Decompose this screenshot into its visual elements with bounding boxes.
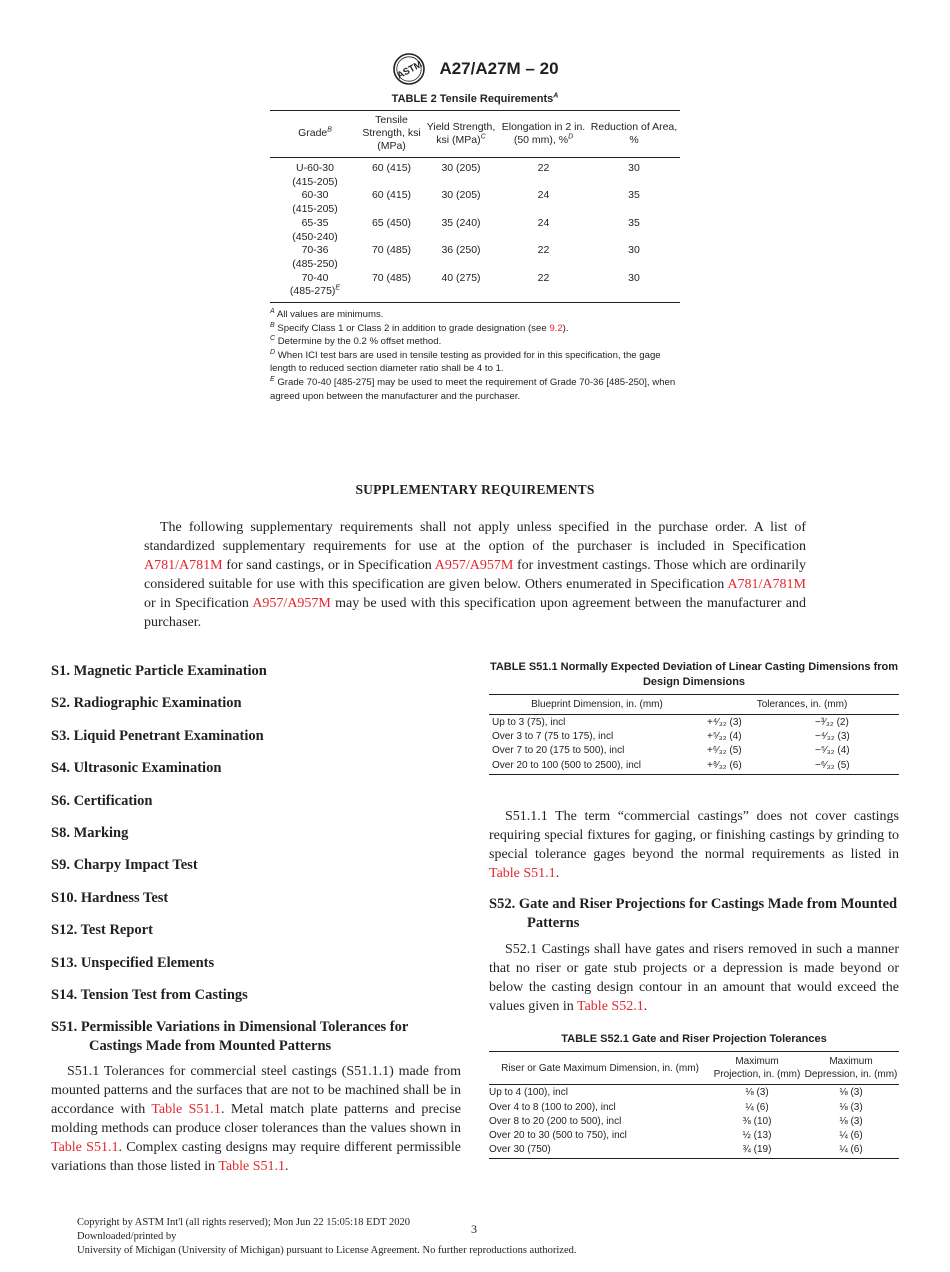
table-row: Over 20 to 30 (500 to 750), incl ½ (13) ¼ (6) [489,1129,863,1141]
table-s52-1-caption: TABLE S52.1 Gate and Riser Projection Tolerances [561,1032,827,1045]
footnote-d: $^D$ When ICI test bars are used in tensile testing as provided for in this specification, the gage length to reduced section diameter ratio shall be 4 to 1. [270,348,661,375]
table-s51-1 [489,694,899,775]
table-s51-1-header-dimension: Blueprint Dimension, in. (mm) [489,695,705,715]
table-row: Over 20 to 100 (500 to 2500), incl +⁸⁄₃₂ (6) −⁶⁄₃₂ (5) [492,759,850,771]
requirement-s4: S4. Ultrasonic Examination [51,760,222,777]
requirement-s14: S14. Tension Test from Castings [51,986,248,1003]
right-column [489,660,899,1159]
supplementary-intro: The following supplementary requirements shall not apply unless specified in the purchase order. A list of standardized supplementary requirements for use at the option of the purchaser is included in Specification A781/A781M for sand castings, or in Specification A957/A957M for investment castings. Those which are ordinarily considered suitable for use with this specification are given below. Others enumerated in Specification A781/A781M or in Specification A957/A957M may be used with this specification upon agreement between the manufacturer and purchaser. [144,520,806,630]
link-table-s51-1[interactable]: Table S51.1 [489,865,556,881]
left-column [51,658,461,1176]
s52-1-paragraph: S52.1 Castings shall have gates and risers removed in such a manner that no riser or gate stub projects or a depression is made beyond or below the casting design contour in an amount that would exceed the values given in Table S52.1. [489,941,899,1014]
table-row: 65-35 (450-240) 65 (450) 35 (240) 24 35 [292,216,640,243]
document-designation: A27/A27M – 20 [439,59,559,78]
table-row: Over 3 to 7 (75 to 175), incl +⁵⁄₃₂ (4) −⁴⁄₃₂ (3) [492,731,850,743]
requirement-s12: S12. Test Report [51,922,153,939]
table-2-header-reduction: Reduction of Area, % [588,111,680,158]
footnote-e: $^E$ Grade 70-40 [485-275] may be used to meet the requirement of Grade 70-36 [485-250], when agreed upon between the manufacturer and the purchaser. [270,375,676,402]
s51-heading: S51. Permissible Variations in Dimensional Tolerances for Castings Made from Mounted Patterns [51,1019,409,1054]
table-2-header-yield: Yield Strength, ksi (MPa)$^C$ [423,111,499,158]
svg-text:ASTM: ASTM [395,59,425,82]
footnote-b: $^B$ Specify Class 1 or Class 2 in addition to grade designation (see 9.2). [270,321,569,334]
table-row: Up to 3 (75), incl +⁴⁄₃₂ (3) −³⁄₃₂ (2) [492,717,849,728]
table-row: Over 30 (750) ¾ (19) ¼ (6) [489,1144,863,1156]
s51-1-1-paragraph: S51.1.1 The term “commercial castings” does not cover castings requiring special fixtures for gaging, or finishing castings by grinding to special tolerance gages beyond the normal requirements as listed in Table S51.1. [489,808,899,881]
table-s51-1-header-tolerances: Tolerances, in. (mm) [705,695,899,715]
table-row: 60-30 (415-205) 60 (415) 30 (205) 24 35 [292,189,640,216]
requirement-s9: S9. Charpy Impact Test [51,857,198,874]
table-2-caption: TABLE 2 Tensile Requirements$^A$ [391,92,559,105]
footer-downloaded-line: Downloaded/printed by [77,1231,177,1243]
page-header [0,52,950,86]
link-table-s52-1[interactable]: Table S52.1 [577,998,644,1014]
link-a781[interactable]: A781/A781M [144,558,223,573]
link-a957[interactable]: A957/A957M [434,558,514,573]
link-section-9-2[interactable]: 9.2 [549,322,563,334]
footer-license-line: University of Michigan (University of Michigan) pursuant to License Agreement. No further reproductions authorized. [77,1245,577,1257]
footnote-a: $^A$ All values are minimums. [270,307,384,321]
table-s52-1-header-depression: Maximum Depression, in. (mm) [803,1052,899,1085]
astm-logo-icon [391,52,431,86]
copyright-footer [77,1216,837,1259]
table-2-header-grade: Grade$^B$ [270,111,360,158]
table-row: Over 4 to 8 (100 to 200), incl ¼ (6) ⅛ (3) [489,1101,863,1113]
link-a957[interactable]: A957/A957M [252,596,331,611]
table-s51-1-caption: TABLE S51.1 Normally Expected Deviation of Linear Casting Dimensions from Design Dimensions [489,661,899,688]
table-row: 70-36 (485-250) 70 (485) 36 (250) 22 30 [292,244,640,270]
table-row: Up to 4 (100), incl ⅛ (3) ⅛ (3) [489,1087,863,1099]
table-s52-1-header-dimension: Riser or Gate Maximum Dimension, in. (mm) [489,1052,711,1085]
s51-1-paragraph: S51.1 Tolerances for commercial steel castings (S51.1.1) made from mounted patterns and the surfaces that are not to be machined shall be in accordance with Table S51.1. Metal match plate patterns and precise molding methods can produce closer tolerances than the values shown in Table S51.1. Complex casting designs may require different permissible variations than those listed in Table S51.1. [51,1064,462,1175]
table-row: Over 8 to 20 (200 to 500), incl ⅜ (10) ⅛ (3) [489,1115,863,1127]
table-2-tensile-requirements [270,93,680,403]
table-s52-1-header-projection: Maximum Projection, in. (mm) [711,1052,803,1085]
requirement-s10: S10. Hardness Test [51,889,169,906]
s52-heading: S52. Gate and Riser Projections for Castings Made from Mounted Patterns [489,895,898,931]
requirement-s6: S6. Certification [51,792,153,809]
table-s52-1 [489,1051,899,1159]
table-row: 70-40 $(485-275)^E$ 70 (485) 40 (275) 22 30 [289,271,640,298]
requirement-s13: S13. Unspecified Elements [51,954,215,971]
requirement-s2: S2. Radiographic Examination [51,695,242,712]
table-2-footnotes [270,308,680,403]
link-table-s51-1[interactable]: Table S51.1 [218,1159,286,1175]
table-2-header-tensile: Tensile Strength, ksi (MPa) [360,111,423,158]
requirement-s8: S8. Marking [51,824,129,841]
link-table-s51-1[interactable]: Table S51.1 [51,1140,119,1156]
link-a781[interactable]: A781/A781M [727,577,806,592]
requirement-s1: S1. Magnetic Particle Examination [51,663,267,679]
table-row: Over 7 to 20 (175 to 500), incl +⁶⁄₃₂ (5) −⁵⁄₃₂ (4) [492,745,850,757]
footnote-c: $^C$ Determine by the 0.2 % offset method. [270,335,442,348]
supplementary-requirements-title: SUPPLEMENTARY REQUIREMENTS [355,482,595,497]
footer-copyright-line: Copyright by ASTM Int'l (all rights reserved); Mon Jun 22 15:05:18 EDT 2020 [77,1217,411,1228]
link-table-s51-1[interactable]: Table S51.1 [151,1102,221,1118]
page-number: 3 [471,1222,477,1236]
table-row: U-60-30 (415-205) 60 (415) 30 (205) 22 30 [292,162,640,188]
table-2-header-elongation: Elongation in 2 in. (50 mm), %$^D$ [499,111,588,158]
requirement-s3: S3. Liquid Penetrant Examination [51,727,264,744]
